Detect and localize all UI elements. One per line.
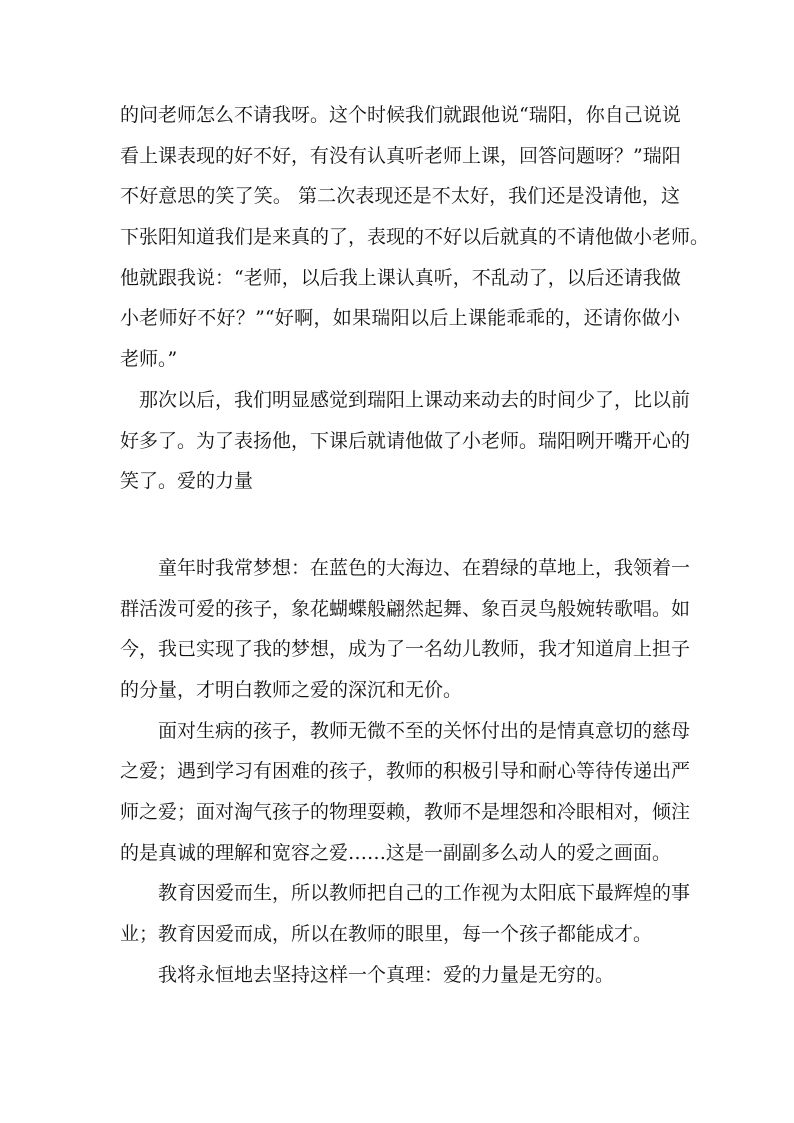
text-line: 之爱；遇到学习有困难的孩子，教师的积极引导和耐心等待传递出严: [120, 760, 691, 783]
text-line: 看上课表现的好不好，有没有认真听老师上课，回答问题呀？”瑞阳: [120, 144, 681, 167]
paragraph: [120, 878, 691, 949]
text-line: 小老师好不好？”“好啊，如果瑞阳以后上课能乖乖的，还请你做小: [120, 307, 680, 330]
text-line: 面对生病的孩子，教师无微不至的关怀付出的是情真意切的慈母: [158, 719, 691, 742]
text-line: 我将永恒地去坚持这样一个真理：爱的力量是无穷的。: [158, 963, 615, 986]
paragraph: [120, 553, 691, 705]
text-line: 他就跟我说：“老师，以后我上课认真听，不乱动了，以后还请我做: [120, 266, 681, 289]
text-line: 童年时我常梦想：在蓝色的大海边、在碧绿的草地上，我领着一: [158, 556, 691, 579]
text-line: 业；教育因爱而成，所以在教师的眼里，每一个孩子都能成才。: [120, 923, 653, 946]
paragraph: [120, 960, 680, 990]
text-line: 好多了。为了表扬他，下课后就请他做了小老师。瑞阳咧开嘴开心的: [120, 429, 691, 452]
text-line: 教育因爱而生，所以教师把自己的工作视为太阳底下最辉煌的事: [158, 882, 691, 905]
text-line: 的是真诚的理解和宽容之爱……这是一副副多么动人的爱之画面。: [120, 841, 672, 864]
paragraph: [120, 385, 691, 496]
paragraph: [120, 100, 710, 374]
text-line: 下张阳知道我们是来真的了，表现的不好以后就真的不请他做小老师。: [120, 226, 710, 249]
text-line: 笑了。爱的力量: [120, 470, 254, 493]
paragraph-gap: [120, 507, 680, 553]
text-line: 师之爱；面对淘气孩子的物理耍赖，教师不是埋怨和冷眼相对，倾注: [120, 801, 691, 823]
text-line: 今，我已实现了我的梦想，成为了一名幼儿教师，我才知道肩上担子: [120, 638, 691, 661]
text-line: 群活泼可爱的孩子，象花蝴蝶般翩然起舞、象百灵鸟般婉转歌唱。如: [120, 597, 691, 620]
text-line: 的分量，才明白教师之爱的深沉和无价。: [120, 678, 463, 701]
document-body: [120, 100, 710, 1000]
text-line: 不好意思的笑了笑。 第二次表现还是不太好，我们还是没请他，这: [120, 185, 680, 208]
text-line: 老师。”: [120, 348, 178, 371]
paragraph: [120, 716, 691, 868]
text-line: 的问老师怎么不请我呀。这个时候我们就跟他说“瑞阳，你自己说说: [120, 104, 681, 126]
text-line: 那次以后，我们明显感觉到瑞阳上课动来动去的时间少了，比以前: [139, 388, 691, 411]
